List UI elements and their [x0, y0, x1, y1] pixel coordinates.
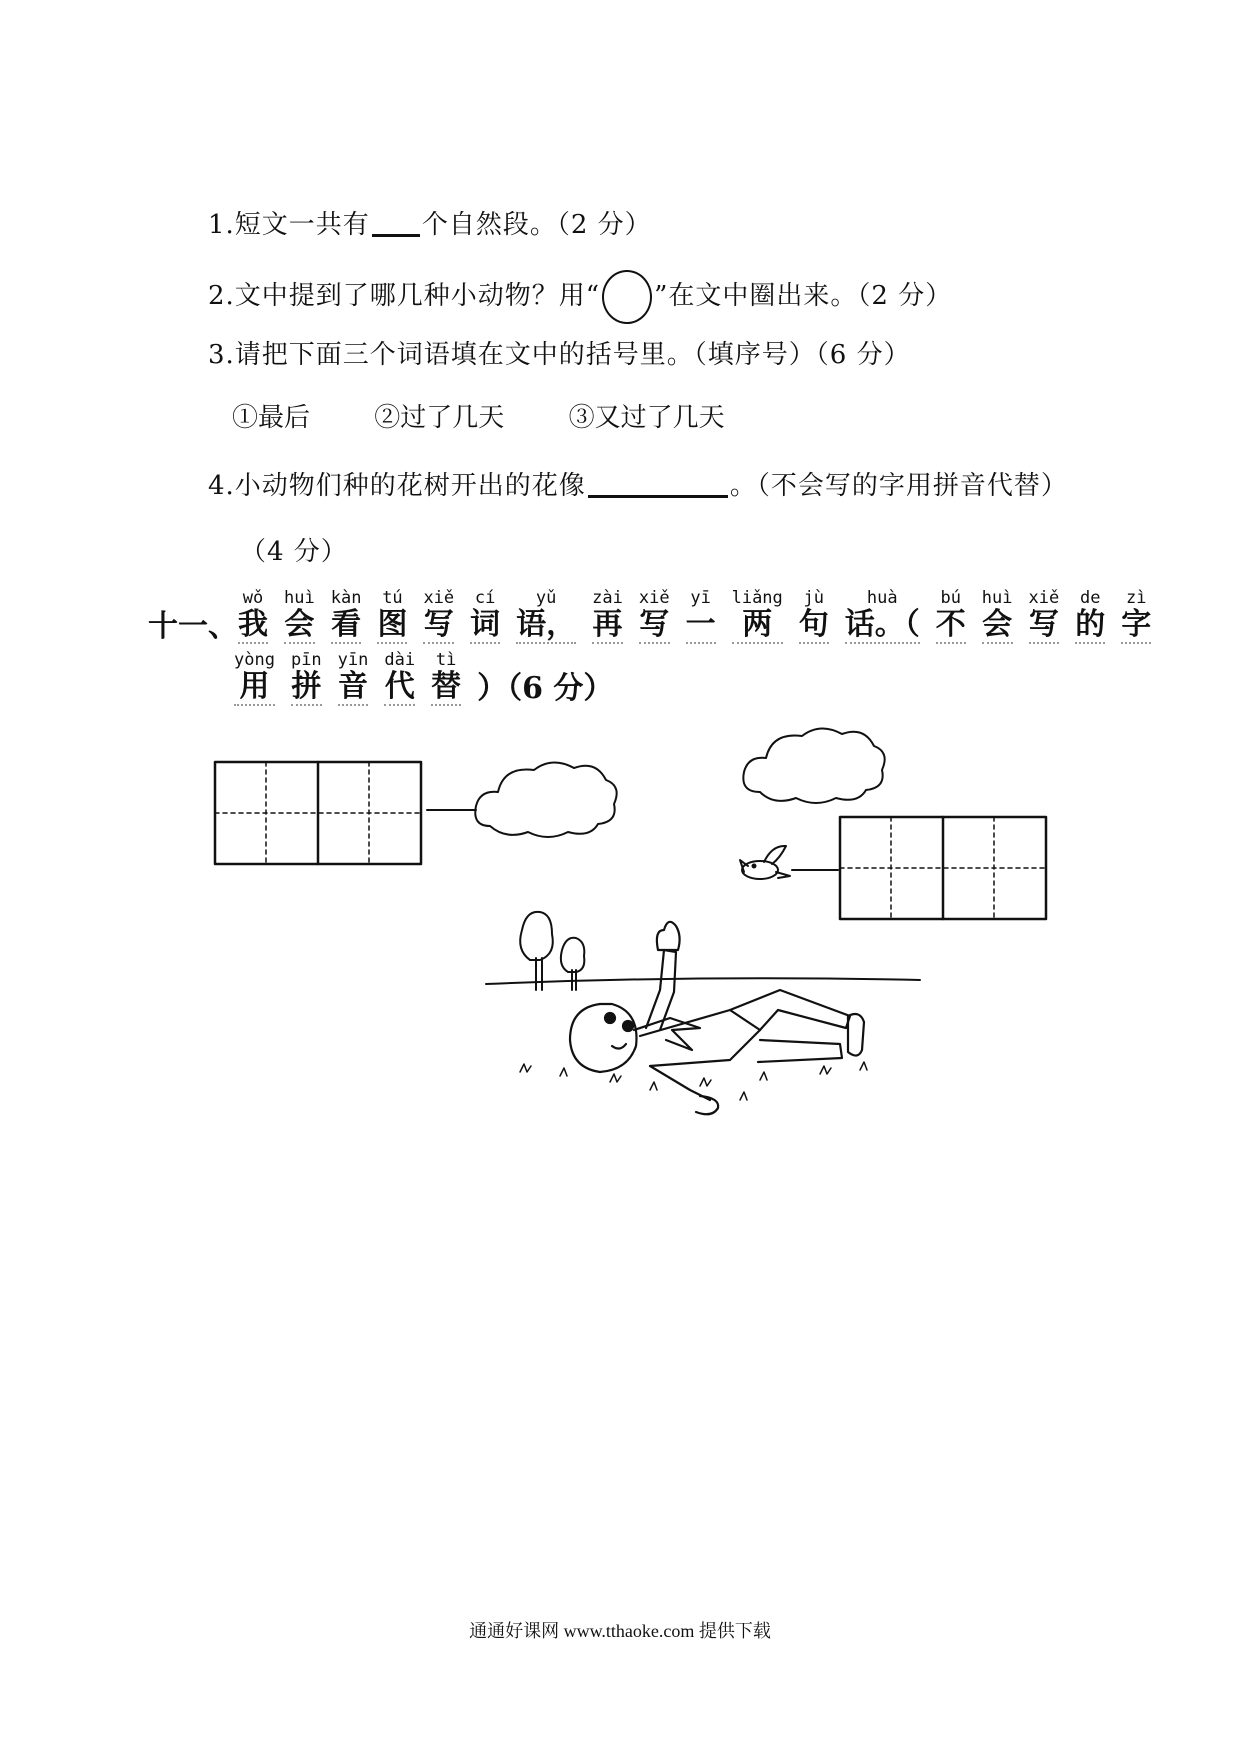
pinyin-annotation: yǔ — [535, 588, 557, 608]
hanzi-character: 两 — [732, 608, 783, 644]
pinyin-annotation: huà — [866, 588, 898, 608]
pinyin-annotation: de — [1079, 588, 1101, 608]
hanzi-character: 会 — [284, 607, 315, 642]
hanzi-character: 我 — [238, 607, 268, 642]
pinyin-annotation: xiě — [423, 588, 455, 608]
footer-text: 通通好课网 www.tthaoke.com 提供下载 — [469, 1621, 771, 1641]
pinyin-annotation: xiě — [1028, 588, 1060, 608]
pinyin-annotation: pīn — [290, 650, 322, 670]
pinyin-annotation: yī — [690, 588, 711, 608]
pinyin-annotation: yòng — [234, 650, 275, 670]
boy-lying-illustration — [570, 922, 864, 1114]
hanzi-character: 再 — [592, 607, 623, 642]
pinyin-annotation: jù — [803, 588, 825, 608]
ground-line — [486, 978, 920, 984]
pinyin-annotation: cí — [474, 588, 496, 608]
option-2: ②过了几天 — [374, 403, 505, 433]
writing-grid-left[interactable] — [215, 762, 421, 864]
pinyin-annotation: yīn — [337, 650, 369, 670]
hanzi-character: 写 — [639, 607, 670, 642]
pinyin-annotation: wǒ — [242, 588, 264, 608]
hanzi-character: 图 — [377, 607, 408, 642]
pinyin-annotation: xiě — [638, 588, 670, 608]
question-4-tail: 。（不会写的字用拼音代替） — [729, 471, 1068, 501]
pinyin-annotation: liǎng — [731, 588, 783, 608]
hanzi-character: 替 — [431, 669, 462, 704]
cloud-right-icon — [743, 728, 884, 803]
option-1: ①最后 — [232, 403, 311, 433]
hanzi-character: 不 — [935, 607, 966, 642]
pinyin-annotation: dài — [384, 650, 416, 670]
pinyin-annotation: zì — [1125, 588, 1147, 608]
hanzi-character: 用 — [234, 670, 275, 706]
pinyin-annotation: huì — [284, 588, 315, 608]
question-2-tail: ”在文中圈出来。（2 分） — [654, 281, 953, 311]
hanzi-character: 句 — [798, 607, 829, 642]
hanzi-character: 写 — [423, 607, 454, 642]
cloud-left-icon — [475, 762, 616, 837]
question-4-score: （4 分） — [240, 537, 348, 567]
hanzi-character: 音 — [338, 669, 369, 704]
tree-icon — [520, 912, 584, 990]
hanzi-character: 拼 — [291, 669, 322, 704]
hanzi-character: 话。（ — [844, 607, 920, 642]
pinyin-annotation: zài — [592, 588, 623, 608]
pinyin-annotation: tú — [382, 588, 403, 608]
hanzi-character: 的 — [1075, 607, 1106, 642]
heading-line-2-end: ）（6 分） — [477, 671, 614, 706]
hanzi-character: 语， — [516, 607, 577, 642]
question-1-text: 1.短文一共有 — [208, 210, 370, 240]
hanzi-character: 字 — [1121, 607, 1152, 642]
section-number: 十一、 — [148, 609, 238, 644]
pinyin-annotation: tì — [435, 650, 457, 670]
question-4-text: 4.小动物们种的花树开出的花像 — [208, 471, 586, 501]
question-2-text: 2.文中提到了哪几种小动物？用“ — [208, 281, 601, 311]
hanzi-character: 代 — [384, 669, 415, 704]
pinyin-annotation: huì — [981, 588, 1013, 608]
hanzi-character: 会 — [982, 607, 1013, 642]
hanzi-character: 写 — [1028, 607, 1059, 642]
writing-grid-right[interactable] — [840, 817, 1046, 919]
bird-icon — [740, 846, 790, 879]
option-3: ③又过了几天 — [568, 403, 725, 433]
grass-tufts — [520, 1062, 867, 1100]
question-3-text: 3.请把下面三个词语填在文中的括号里。（填序号）（6 分） — [208, 340, 911, 370]
pinyin-annotation: bú — [940, 588, 962, 608]
hanzi-character: 看 — [331, 607, 362, 642]
hanzi-character: 一 — [685, 607, 716, 642]
hanzi-character: 词 — [470, 607, 501, 642]
question-1-tail: 个自然段。（2 分） — [421, 210, 652, 240]
pinyin-annotation: kàn — [330, 588, 362, 608]
